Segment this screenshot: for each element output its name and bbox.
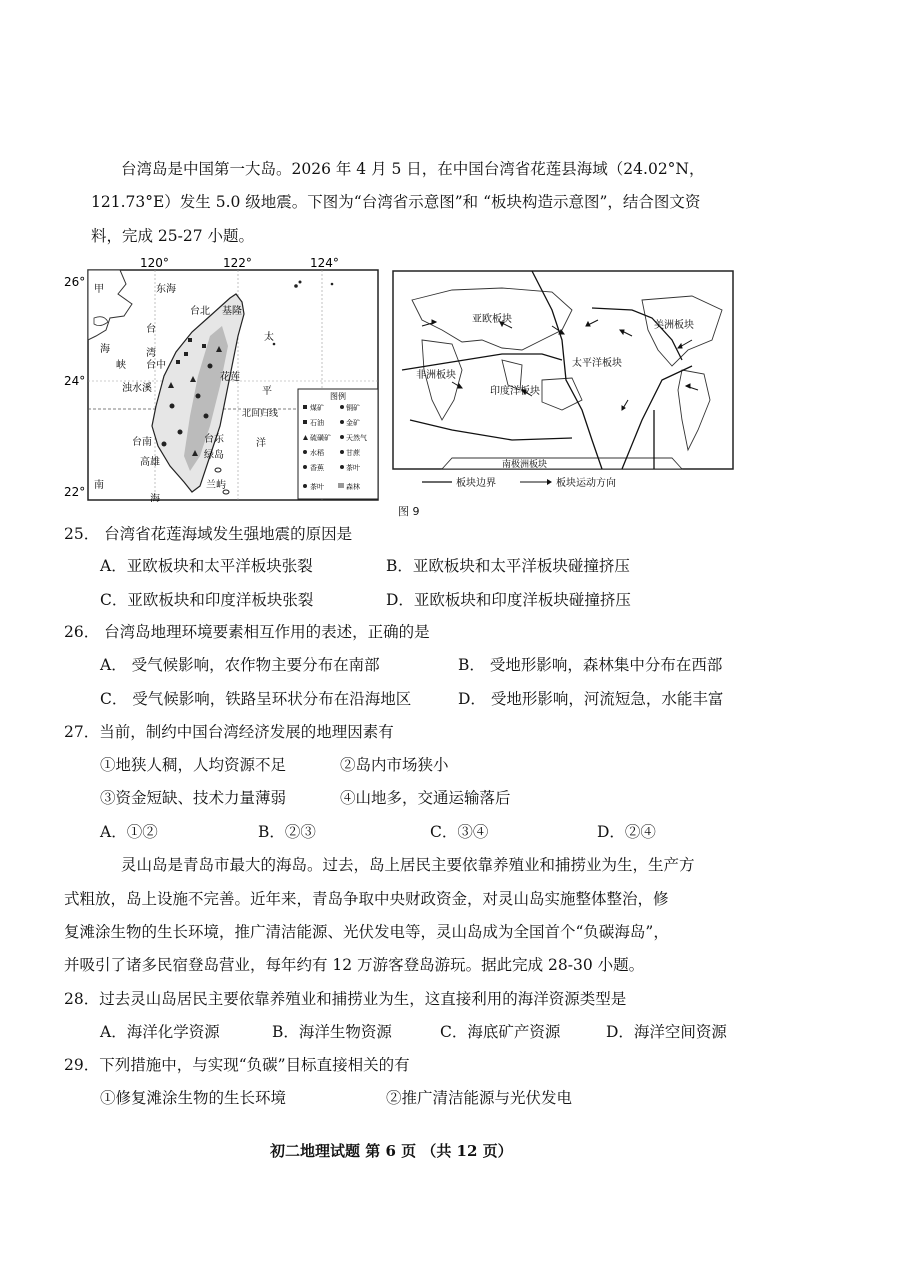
legend-item-8: 香蕉 [310, 464, 324, 472]
place-gaoxiong: 高雄 [140, 457, 160, 468]
map1-legend-title: 图例 [330, 392, 346, 401]
place-jia: 甲 [94, 284, 104, 295]
lat-label-22: 22° [64, 485, 86, 499]
legend-boundary-label: 板块边界 [456, 478, 496, 489]
legend-item-2: 石油 [310, 419, 324, 427]
legend-item-3: 金矿 [346, 419, 360, 427]
q25-option-c: C．亚欧板块和印度洋板块张裂 [100, 591, 314, 609]
legend-item-7: 甘蔗 [346, 449, 360, 457]
place-yang: 洋 [256, 438, 266, 449]
legend-item-9: 茶叶 [346, 464, 360, 472]
place-huolian: 花莲 [220, 372, 240, 383]
q25-option-d: D．亚欧板块和印度洋板块碰撞挤压 [386, 591, 631, 609]
plate-pacific: 太平洋板块 [572, 358, 622, 369]
q28-option-c: C．海底矿产资源 [440, 1023, 561, 1041]
intro2-line4: 并吸引了诸多民宿登岛营业，每年约有 12 万游客登岛游玩。据此完成 28-30 小题。 [64, 956, 645, 974]
q26-option-a: A． 受气候影响，农作物主要分布在南部 [100, 656, 380, 674]
place-xia: 峡 [116, 360, 126, 371]
taiwan-map [60, 256, 382, 502]
q28-option-a: A．海洋化学资源 [100, 1023, 220, 1041]
place-taidong: 台东 [204, 434, 224, 445]
q28-option-d: D．海洋空间资源 [606, 1023, 727, 1041]
intro1-line1: 台湾岛是中国第一大岛。2026 年 4 月 5 日，在中国台湾省花莲县海域（24.02°N， [121, 160, 705, 178]
lon-label-122: 122° [223, 256, 252, 270]
q29-statement-1: ①修复滩涂生物的生长环境 [100, 1089, 287, 1107]
q25-stem: 25． 台湾省花莲海域发生强地震的原因是 [64, 525, 353, 543]
place-lvdao: 绿岛 [204, 450, 224, 461]
q28-stem: 28．过去灵山岛居民主要依靠养殖业和捕捞业为生，这直接利用的海洋资源类型是 [64, 990, 627, 1008]
plate-american: 美洲板块 [654, 320, 694, 331]
plate-antarctic: 南极洲板块 [502, 460, 548, 470]
q27-option-d: D．②④ [597, 823, 656, 841]
place-taibei: 台北 [190, 306, 210, 317]
q26-option-c: C． 受气候影响，铁路呈环状分布在沿海地区 [100, 690, 412, 708]
q25-option-b: B．亚欧板块和太平洋板块碰撞挤压 [386, 557, 630, 575]
intro2-line3: 复滩涂生物的生长环境，推广清洁能源、光伏发电等，灵山岛成为全国首个“负碳海岛”， [64, 923, 669, 941]
lat-label-24: 24° [64, 374, 86, 388]
q29-statement-2: ②推广清洁能源与光伏发电 [386, 1089, 573, 1107]
place-hai2: 海 [150, 494, 160, 502]
q25-option-a: A．亚欧板块和太平洋板块张裂 [100, 557, 313, 575]
plate-map [392, 270, 736, 492]
lon-label-124: 124° [310, 256, 339, 270]
q27-statement-1: ①地狭人稠，人均资源不足 [100, 756, 287, 774]
intro1-line3: 料，完成 25-27 小题。 [91, 227, 255, 245]
legend-item-10: 茶叶 [310, 483, 324, 491]
intro2-line2: 式粗放，岛上设施不完善。近年来，青岛争取中央财政资金，对灵山岛实施整体整治，修 [64, 890, 669, 908]
plate-african: 非洲板块 [416, 370, 456, 381]
q27-option-a: A．①② [100, 823, 158, 841]
legend-item-11: 森林 [346, 483, 360, 491]
page-footer: 初二地理试题 第 6 页 （共 12 页） [270, 1142, 513, 1160]
legend-item-0: 煤矿 [310, 404, 324, 412]
place-tai: 台 [146, 324, 156, 335]
legend-item-6: 水稻 [310, 449, 324, 457]
legend-motion-label: 板块运动方向 [556, 478, 616, 489]
q26-option-d: D． 受地形影响，河流短急，水能丰富 [458, 690, 724, 708]
q27-stem: 27．当前，制约中国台湾经济发展的地理因素有 [64, 723, 394, 741]
q27-statement-2: ②岛内市场狭小 [340, 756, 449, 774]
q27-statement-4: ④山地多，交通运输落后 [340, 789, 511, 807]
place-ping: 平 [262, 386, 272, 397]
lon-label-120: 120° [140, 256, 169, 270]
q26-option-b: B． 受地形影响，森林集中分布在西部 [458, 656, 723, 674]
place-wan: 湾 [146, 348, 156, 359]
q27-option-c: C．③④ [430, 823, 489, 841]
figure-label: 图 9 [398, 505, 420, 518]
place-jilong: 基隆 [222, 306, 242, 317]
legend-item-1: 铜矿 [346, 404, 360, 412]
q28-option-b: B．海洋生物资源 [272, 1023, 392, 1041]
place-taixt: 太 [264, 332, 274, 343]
q27-option-b: B．②③ [258, 823, 316, 841]
place-beihuixian: 北回归线 [242, 409, 279, 419]
q29-stem: 29．下列措施中，与实现“负碳”目标直接相关的有 [64, 1056, 410, 1074]
place-lanyu: 兰屿 [206, 480, 226, 491]
place-taizhong: 台中 [146, 360, 166, 371]
place-donghai: 东海 [156, 284, 176, 295]
place-hai: 海 [100, 344, 110, 355]
place-tainan: 台南 [132, 437, 152, 448]
q26-stem: 26． 台湾岛地理环境要素相互作用的表述，正确的是 [64, 623, 430, 641]
place-zhuoshuixi: 浊水溪 [122, 383, 152, 394]
place-nan: 南 [94, 480, 104, 491]
plate-indian: 印度洋板块 [490, 386, 540, 397]
lat-label-26: 26° [64, 275, 86, 289]
intro2-line1: 灵山岛是青岛市最大的海岛。过去，岛上居民主要依靠养殖业和捕捞业为生，生产方 [121, 856, 695, 874]
legend-item-5: 天然气 [346, 434, 367, 442]
intro1-line2: 121.73°E）发生 5.0 级地震。下图为“台湾省示意图”和 “板块构造示意图”，结合图文资 [91, 193, 701, 211]
legend-item-4: 硫磺矿 [310, 434, 331, 442]
q27-statement-3: ③资金短缺、技术力量薄弱 [100, 789, 287, 807]
plate-eurasian: 亚欧板块 [472, 314, 512, 325]
